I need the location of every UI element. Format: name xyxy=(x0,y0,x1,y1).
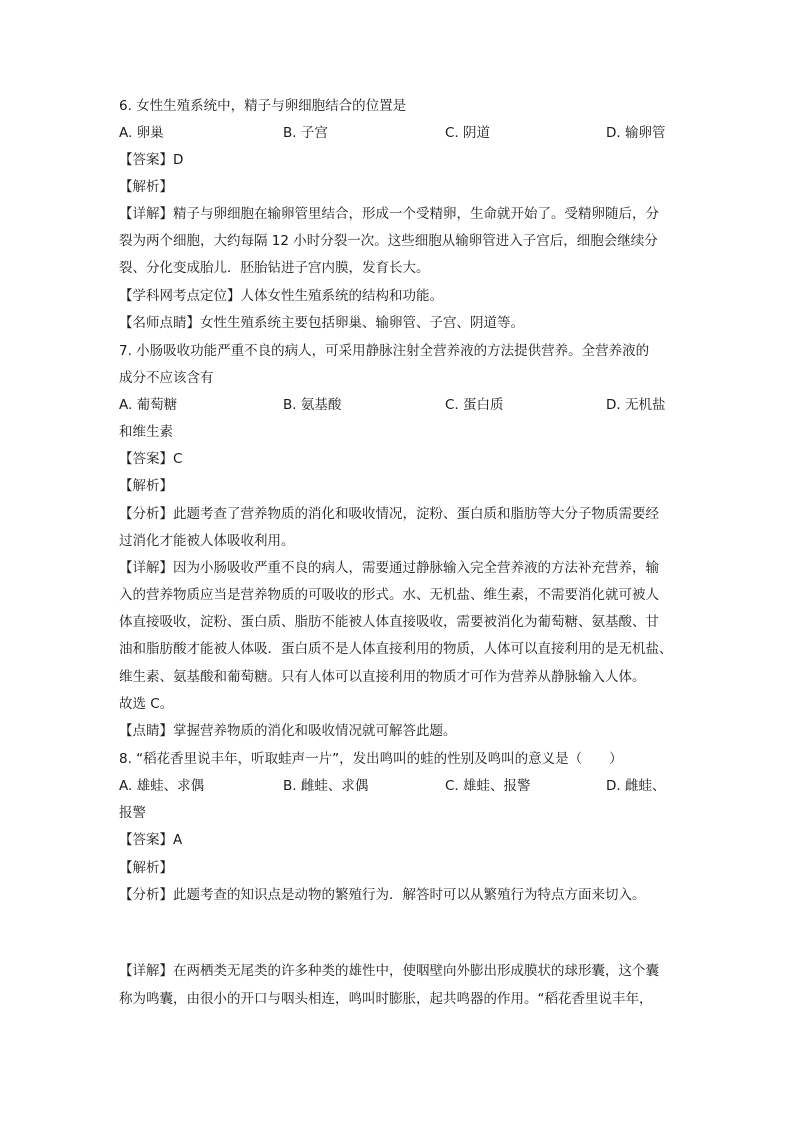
fenxi-text: 此题考查的知识点是动物的繁殖行为．解答时可以从繁殖行为特点方面来切入。 xyxy=(173,887,646,903)
q7-stem-line-1: 7. 小肠吸收功能严重不良的病人，可采用静脉注射全营养液的方法提供营养。全营养液的 xyxy=(119,343,650,359)
q6-detail-line-1 xyxy=(119,205,659,223)
q8-analysis-tag: 【解析】 xyxy=(119,860,173,876)
q6-stem: 6. 女性生殖系统中，精子与卵细胞结合的位置是 xyxy=(119,98,407,114)
detail-text: 在两栖类无尾类的许多种类的雄性中，使咽壁向外膨出形成膜状的球形囊，这个囊 xyxy=(173,963,659,979)
q7-detail-line-1 xyxy=(119,559,659,577)
kp-tag: 【学科网考点定位】 xyxy=(119,288,241,304)
tip-tag: 【名师点睛】 xyxy=(119,315,200,331)
q6-knowledge-point xyxy=(119,287,443,305)
q6-analysis-tag: 【解析】 xyxy=(119,179,173,195)
q6-teacher-tip xyxy=(119,314,524,332)
fenxi-text: 此题考查了营养物质的消化和吸收情况，淀粉、蛋白质和脂肪等大分子物质需要经 xyxy=(173,506,659,522)
q6-option-b: B. 子宫 xyxy=(283,125,328,141)
q7-detail-line-3: 体直接吸收，淀粉、蛋白质、脂肪不能被人体直接吸收，需要被消化为葡萄糖、氨基酸、甘 xyxy=(119,614,659,630)
tip-tag: 【点睛】 xyxy=(119,723,173,739)
answer-value: A xyxy=(173,832,183,848)
q7-detail-line-4: 油和脂肪酸才能被人体吸．蛋白质不是人体直接利用的物质，人体可以直接利用的是无机盐、 xyxy=(119,641,673,657)
answer-value: C xyxy=(173,451,183,467)
q7-option-c: C. 蛋白质 xyxy=(445,397,504,413)
detail-text: 因为小肠吸收严重不良的病人，需要通过静脉输入完全营养液的方法补充营养，输 xyxy=(173,560,659,576)
q7-analysis-tag: 【解析】 xyxy=(119,478,173,494)
answer-tag: 【答案】 xyxy=(119,832,173,848)
answer-value: D xyxy=(173,152,184,168)
q8-option-b: B. 雌蛙、求偶 xyxy=(283,778,369,794)
q8-detail-line-1 xyxy=(119,962,659,980)
q8-option-d-continued: 报警 xyxy=(119,805,146,821)
q8-stem: 8. “稻花香里说丰年，听取蛙声一片”，发出鸣叫的蛙的性别及鸣叫的意义是（ ） xyxy=(119,751,623,767)
q8-option-d: D. 雌蛙、 xyxy=(606,778,666,794)
q8-option-c: C. 雄蛙、报警 xyxy=(445,778,531,794)
q6-detail-line-2: 裂为两个细胞，大约每隔 12 小时分裂一次。这些细胞从输卵管进入子宫后，细胞会继续分 xyxy=(119,233,658,249)
q6-option-c: C. 阴道 xyxy=(445,125,491,141)
q7-fenxi-line-1 xyxy=(119,505,659,523)
q6-detail-line-3: 裂、分化变成胎儿．胚胎钻进子宫内膜，发育长大。 xyxy=(119,260,430,276)
q6-option-a: A. 卵巢 xyxy=(119,125,164,141)
q6-option-d: D. 输卵管 xyxy=(606,125,666,141)
q8-detail-line-2: 称为鸣囊，由很小的开口与咽头相连，鸣叫时膨胀，起共鸣器的作用。“稻花香里说丰年， xyxy=(119,991,653,1007)
q7-option-b: B. 氨基酸 xyxy=(283,397,342,413)
q7-tip xyxy=(119,722,457,740)
detail-tag: 【详解】 xyxy=(119,206,173,222)
fenxi-tag: 【分析】 xyxy=(119,506,173,522)
q7-stem-line-2: 成分不应该含有 xyxy=(119,370,214,386)
q7-option-d-continued: 和维生素 xyxy=(119,424,173,440)
detail-text: 精子与卵细胞在输卵管里结合，形成一个受精卵，生命就开始了。受精卵随后，分 xyxy=(173,206,659,222)
answer-tag: 【答案】 xyxy=(119,152,173,168)
detail-tag: 【详解】 xyxy=(119,560,173,576)
q7-answer xyxy=(119,450,182,468)
q7-detail-line-6: 故选 C。 xyxy=(119,696,174,712)
q8-fenxi xyxy=(119,886,646,904)
q7-detail-line-2: 入的营养物质应当是营养物质的可吸收的形式。水、无机盐、维生素，不需要消化就可被人 xyxy=(119,587,659,603)
q6-answer xyxy=(119,151,183,169)
answer-tag: 【答案】 xyxy=(119,451,173,467)
q8-answer xyxy=(119,831,182,849)
tip-text: 女性生殖系统主要包括卵巢、输卵管、子宫、阴道等。 xyxy=(200,315,524,331)
q7-fenxi-line-2: 过消化才能被人体吸收利用。 xyxy=(119,533,295,549)
tip-text: 掌握营养物质的消化和吸收情况就可解答此题。 xyxy=(173,723,457,739)
kp-text: 人体女性生殖系统的结构和功能。 xyxy=(240,288,443,304)
q7-option-a: A. 葡萄糖 xyxy=(119,397,178,413)
q7-detail-line-5: 维生素、氨基酸和葡萄糖。只有人体可以直接利用的物质才可作为营养从静脉输入人体。 xyxy=(119,669,646,685)
detail-tag: 【详解】 xyxy=(119,963,173,979)
fenxi-tag: 【分析】 xyxy=(119,887,173,903)
q7-option-d: D. 无机盐 xyxy=(606,397,666,413)
q8-option-a: A. 雄蛙、求偶 xyxy=(119,778,205,794)
